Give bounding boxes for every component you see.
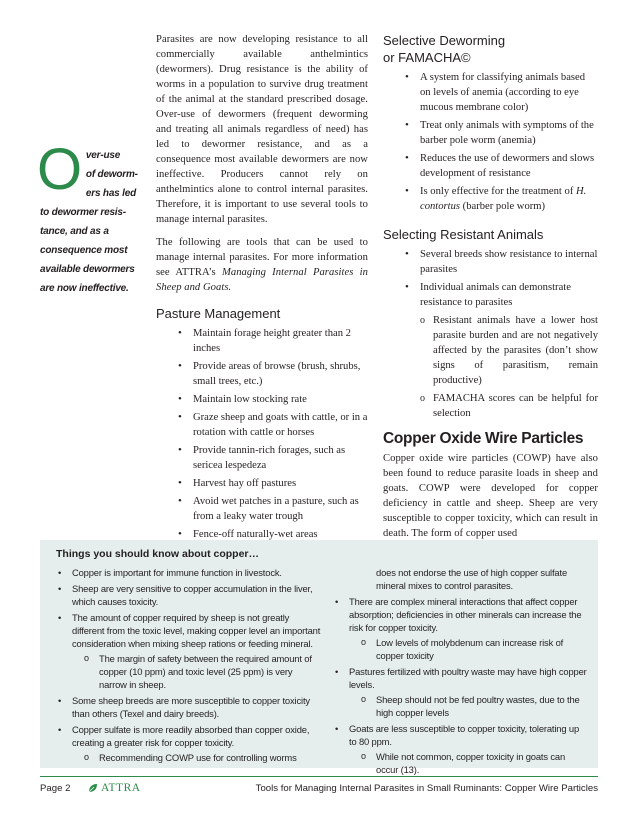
- list-item: • Fence-off naturally-wet areas: [156, 527, 368, 542]
- pull-quote-line: tance, and as a: [40, 226, 109, 237]
- resistance-paragraph: Parasites are now developing resistance to all commercially available anthelmintics (dewormers). Drug resistance is the ability of worms in a population to survive drug treatment of the animal at the standard prescribed dosage. Over-use of dewormers (frequent deworming and treating all animals regardless of need) has led to dewormer resistance, and as a consequence most available dewormers are now ineffective. Producers cannot rely on anthelmintics alone to control internal parasites. Therefore, it is important to use several tools to manage internal parasites.: [156, 34, 368, 225]
- copper-box-title: Things you should know about copper…: [56, 548, 259, 560]
- pull-quote-line: ver-use: [85, 150, 121, 161]
- heading-line: or FAMACHA©: [383, 50, 471, 65]
- list-item: o Sheep should not be fed poultry wastes, due to the high copper levels: [333, 693, 588, 719]
- list-item: o The margin of safety between the required amount of copper (10 ppm) and toxic level (25 ppm) is very narrow in sheep.: [56, 652, 321, 691]
- pull-quote-line: to dewormer resis-: [40, 207, 126, 218]
- list-item: • Provide tannin-rich forages, such as sericea lespedeza: [156, 443, 368, 473]
- list-item: • The amount of copper required by sheep is not greatly different from the toxic level, making copper level an important consideration when mixing sheep rations or feeding mineral.: [56, 611, 321, 650]
- list-item: [383, 184, 598, 214]
- page-number: Page 2: [40, 783, 71, 794]
- list-item: • Copper sulfate is more readily absorbed than copper oxide, creating a greater risk for copper toxicity.: [56, 723, 321, 749]
- list-item: • Pastures fertilized with poultry waste may have high copper levels.: [333, 665, 588, 691]
- list-item: o Resistant animals have a lower host parasite burden and are not negatively affected by the parasites (don’t show signs of parasitism, remain productive): [383, 313, 598, 388]
- list-item: • A system for classifying animals based on levels of anemia (according to eye mucous membrane color): [383, 70, 598, 115]
- footer-title: Tools for Managing Internal Parasites in Small Ruminants: Copper Wire Particles: [255, 783, 598, 794]
- tools-paragraph-text: The following are tools that can be used to manage internal parasites. For more information see ATTRA’s: [156, 237, 368, 278]
- pull-quote: [37, 137, 148, 298]
- copper-box-left-column: [56, 566, 321, 767]
- heading-line: Selective Deworming: [383, 33, 506, 48]
- copper-facts-list: [56, 566, 321, 764]
- list-item: does not endorse the use of high copper sulfate mineral mixes to control parasites.: [376, 567, 568, 591]
- pasture-management-heading: Pasture Management: [156, 306, 281, 321]
- list-item: • Treat only animals with symptoms of the barber pole worm (anemia): [383, 118, 598, 148]
- list-item: • Graze sheep and goats with cattle, or in a rotation with cattle or horses: [156, 410, 368, 440]
- logo-text: ATTRA: [101, 782, 141, 794]
- copper-info-box: [40, 540, 598, 775]
- list-item: • Maintain forage height greater than 2 inches: [156, 326, 368, 356]
- selective-deworming-heading: [383, 32, 598, 66]
- column-right: [383, 32, 598, 549]
- list-item: • Sheep are very sensitive to copper accumulation in the liver, which causes toxicity.: [56, 582, 321, 608]
- list-item: • Some sheep breeds are more susceptible to copper toxicity than others (Texel and dairy breeds).: [56, 694, 321, 720]
- species-name: H. contortus: [420, 186, 587, 212]
- pasture-management-list: [156, 326, 368, 542]
- copper-oxide-heading: Copper Oxide Wire Particles: [383, 430, 584, 447]
- leaf-icon: [88, 783, 98, 793]
- list-item: • Avoid wet patches in a pasture, such as from a leaky water trough: [156, 494, 368, 524]
- resistant-animals-list: [383, 247, 598, 310]
- tools-paragraph: [156, 235, 368, 295]
- list-item: • Individual animals can demonstrate resistance to parasites: [383, 280, 598, 310]
- resistant-animals-sublist: [383, 313, 598, 421]
- copper-box-right-column: [333, 566, 588, 779]
- pull-quote-line: available dewormers: [40, 264, 135, 275]
- page-footer: [40, 783, 598, 797]
- copper-facts-list: [333, 566, 588, 776]
- list-item-text: (barber pole worm): [460, 201, 546, 212]
- list-item: o While not common, copper toxicity in goats can occur (13).: [333, 750, 588, 776]
- list-item-text: Is only effective for the treatment of: [420, 186, 576, 197]
- selective-deworming-list: [383, 70, 598, 214]
- list-item: • Copper is important for immune function in livestock.: [56, 566, 321, 579]
- selecting-resistant-animals-heading: Selecting Resistant Animals: [383, 227, 544, 242]
- list-item: • There are complex mineral interactions that affect copper absorption; deficiencies in other minerals can increase the risk for copper toxicity.: [333, 595, 588, 634]
- pull-quote-line: are now ineffective.: [40, 283, 129, 294]
- list-item: o Recommending COWP use for controlling worms: [56, 751, 321, 764]
- drop-cap: O: [37, 137, 82, 202]
- attra-publication-title: Managing Internal Parasites in Sheep and Goats.: [156, 267, 368, 293]
- list-item: • Several breeds show resistance to internal parasites: [383, 247, 598, 277]
- column-left: [156, 32, 368, 545]
- list-item: • Maintain low stocking rate: [156, 392, 368, 407]
- list-item: • Goats are less susceptible to copper toxicity, tolerating up to 80 ppm.: [333, 722, 588, 748]
- list-item: o FAMACHA scores can be helpful for selection: [383, 391, 598, 421]
- copper-oxide-paragraph: Copper oxide wire particles (COWP) have also been found to reduce parasite loads in sheep and goats. COWP were developed for copper deficiency in cattle and sheep. Sheep are very susceptible to copper toxicity, which can result in death. The form of copper used: [383, 453, 598, 539]
- list-item: • Reduces the use of dewormers and slows development of resistance: [383, 151, 598, 181]
- list-item: o Low levels of molybdenum can increase risk of copper toxicity: [333, 636, 588, 662]
- list-item: • Provide areas of browse (brush, shrubs, small trees, etc.): [156, 359, 368, 389]
- pull-quote-line: of deworm-: [85, 169, 138, 180]
- footer-rule: [40, 776, 598, 777]
- pull-quote-line: consequence most: [40, 245, 128, 256]
- list-item: • Harvest hay off pastures: [156, 476, 368, 491]
- pull-quote-line: ers has led: [85, 188, 136, 199]
